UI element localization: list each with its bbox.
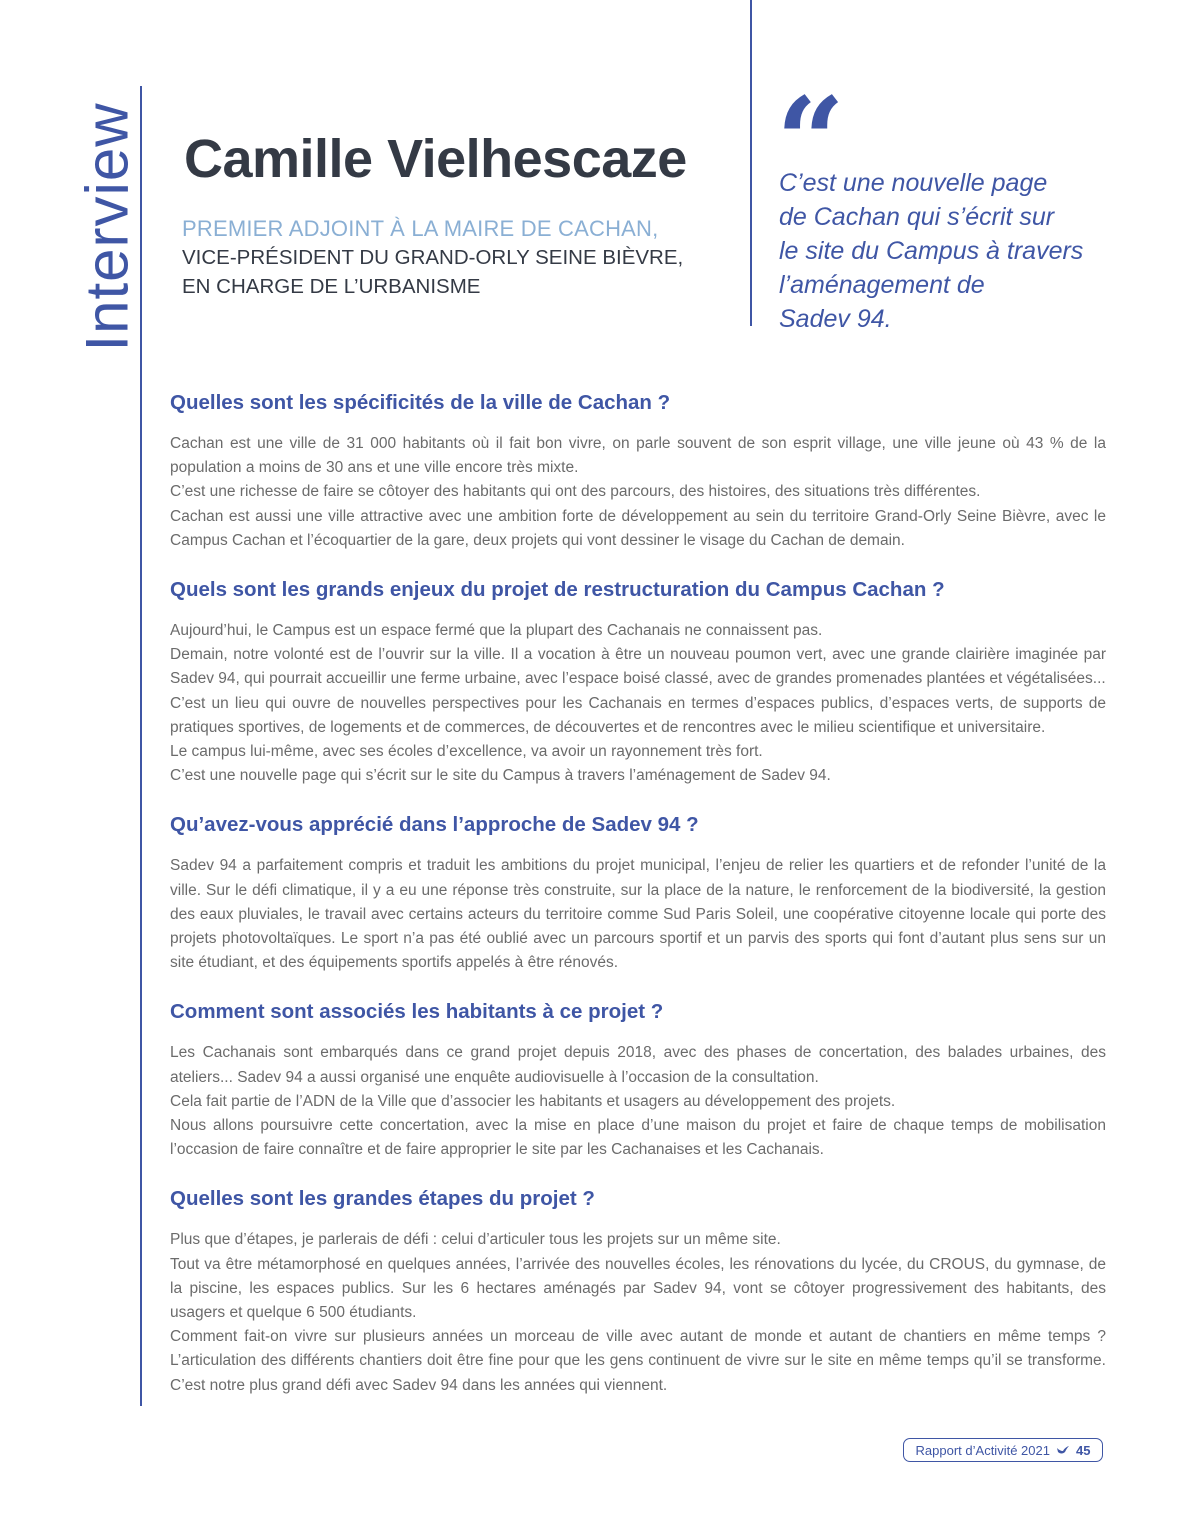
pull-quote-line: de Cachan qui s’écrit sur [779,203,1055,231]
section-paragraph: C’est une nouvelle page qui s’écrit sur le site du Campus à travers l’aménagement de Sadev 94. [170,767,831,785]
pull-quote-line: Sadev 94. [779,305,892,333]
side-divider [140,86,142,1406]
role-line-1: PREMIER ADJOINT À LA MAIRE DE CACHAN, [182,216,659,241]
section-paragraph: Cachan est aussi une ville attractive avec une ambition forte de développement au sein du territoire Grand-Orly Seine Bièvre, avec le Campus Cachan et l’écoquartier de la gare, deux projets qui vont dessiner le visage du Cachan de demain. [170,507,1106,549]
section-paragraph: Demain, notre volonté est de l’ouvrir sur la ville. Il a vocation à être un nouveau poumon vert, avec une grande clairière imaginée par Sadev 94, qui pourrait accueillir une ferme urbaine, avec l’espace boisé classé, avec de grandes promenades plantées et végétalisées... [170,646,1106,688]
page-footer [903,1438,1103,1462]
section-paragraph: Comment fait-on vivre sur plusieurs années un morceau de ville avec autant de monde et autant de chantiers en même temps ? L’articulation des différents chantiers doit être fine pour que les gens continuent de vivre sur le site en même temps qu’il se transforme. C’est notre plus grand défi avec Sadev 94 dans les années qui viennent. [170,1328,1106,1394]
side-label [42,92,172,362]
interview-section [170,1184,1106,1397]
interview-section [170,575,1106,788]
section-paragraph: Sadev 94 a parfaitement compris et traduit les ambitions du projet municipal, l’enjeu de relier les quartiers et de refonder l’unité de la ville. Sur le défi climatique, il y a eu une réponse très construite, sur la place de la nature, le renforcement de la biodiversité, la gestion des eaux pluviales, le travail avec certains acteurs du territoire comme Sud Paris Soleil, une coopérative citoyenne locale qui porte des projets photovoltaïques. Le sport n’a pas été oublié avec un parcours sportif et un parvis des sports qui font d’autant plus sens sur un site étudiant, et des équipements sportifs appelés à être rénovés. [170,857,1106,972]
section-question: Quelles sont les spécificités de la ville de Cachan ? [170,391,671,414]
section-paragraph: Aujourd’hui, le Campus est un espace fermé que la plupart des Cachanais ne connaissent pas. [170,622,823,640]
role-line-3: EN CHARGE DE L’URBANISME [182,275,481,298]
interviewee-name: Camille Vielhescaze [184,129,687,189]
bird-icon [1056,1444,1070,1456]
quote-mark-icon: “ [776,71,846,212]
section-paragraph: Cela fait partie de l’ADN de la Ville que d’associer les habitants et usagers au développement des projets. [170,1092,896,1110]
section-paragraph: Nous allons poursuivre cette concertation, avec la mise en place d’une maison du projet et faire de chaque temps de mobilisation l’occasion de faire connaître et de faire approprier le site par les Cachanaises et les Cachanais. [170,1117,1106,1159]
section-paragraph: Cachan est une ville de 31 000 habitants où il fait bon vivre, on parle souvent de son esprit village, une ville jeune où 43 % de la population a moins de 30 ans et une ville encore très mixte. [170,435,1106,477]
section-question: Comment sont associés les habitants à ce projet ? [170,1000,664,1024]
interview-section [170,388,1106,553]
interview-section [170,997,1106,1162]
section-paragraph: C’est un lieu qui ouvre de nouvelles perspectives pour les Cachanais en termes d’espaces publics, d’espaces verts, de supports de pratiques sportives, de logements et de commerces, de découvertes et de rencontres avec le milieu scientifique et universitaire. [170,694,1106,736]
section-paragraph: Tout va être métamorphosé en quelques années, l’arrivée des nouvelles écoles, les rénovations du lycée, du CROUS, du gymnase, de la piscine, les espaces publics. Sur les 6 hectares aménagés par Sadev 94, vont se côtoyer progressivement des habitants, des usagers et quelque 6 500 étudiants. [170,1255,1106,1322]
section-question: Quelles sont les grandes étapes du projet ? [170,1187,595,1211]
section-paragraph: Le campus lui-même, avec ses écoles d’excellence, va avoir un rayonnement très fort. [170,743,763,761]
quote-divider [750,0,752,326]
pull-quote-line: l’aménagement de [779,271,985,299]
section-question: Qu’avez-vous apprécié dans l’approche de Sadev 94 ? [170,813,699,837]
pull-quote-line: le site du Campus à travers [779,237,1084,265]
page-number: 45 [1075,1442,1091,1458]
report-label: Rapport d’Activité 2021 [915,1442,1050,1458]
side-label-text: Interview [73,102,141,352]
section-paragraph: C’est une richesse de faire se côtoyer des habitants qui ont des parcours, des histoires, des situations très différentes. [170,483,981,501]
role-line-2: VICE-PRÉSIDENT DU GRAND-ORLY SEINE BIÈVRE, [182,246,684,269]
section-paragraph: Plus que d’étapes, je parlerais de défi : celui d’articuler tous les projets sur un même site. [170,1231,781,1249]
interview-body [170,388,1106,1420]
section-question: Quels sont les grands enjeux du projet de restructuration du Campus Cachan ? [170,578,945,602]
section-paragraph: Les Cachanais sont embarqués dans ce grand projet depuis 2018, avec des phases de concertation, des balades urbaines, des ateliers... Sadev 94 a aussi organisé une enquête audiovisuelle à l’occasion de la consultation. [170,1044,1106,1086]
pull-quote [779,166,1159,336]
pull-quote-line: C’est une nouvelle page [779,169,1048,197]
interview-section [170,810,1106,975]
